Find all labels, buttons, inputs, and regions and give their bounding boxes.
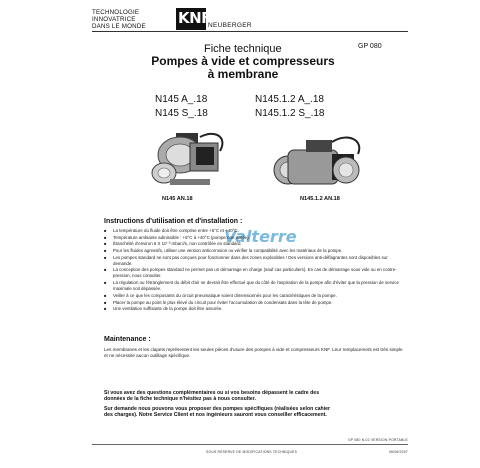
- list-item: ■ La régulation ou l'étranglement du débit d'air ne devrait être effectué que du côté de l'aspiration de la pompe afin d'éviter que la pression de service maximale soit dépassée.: [104, 280, 404, 292]
- footer-rule: [92, 444, 408, 445]
- contact-paragraph-1: Si vous avez des questions complémentaires ou si vos besoins dépassent le cadre des données de la fiche technique n'hésitez pas à nous consulter.: [104, 390, 320, 403]
- list-item: ■ Placer la pompe au point le plus élevé du circuit pour éviter l'accumulation de condensats dans la tête de pompe.: [104, 300, 404, 306]
- footer-date: 06/06/2007: [389, 450, 408, 454]
- list-item: ■ Étanchéité d'environ 6 X 10⁻³ mbar.l/s, non contrôlée en standard.: [104, 241, 404, 247]
- list-item: ■ Une ventilation suffisante de la pompe doit être assurée.: [104, 306, 404, 312]
- list-item: ■ La température du fluide doit être comprise entre +5°C et +40°C.: [104, 228, 404, 234]
- figure-caption-right: N145.1.2 AN.18: [300, 196, 340, 202]
- model-left-1: N145 A_.18: [155, 94, 208, 105]
- figure-caption-left: N145 AN.18: [162, 196, 193, 202]
- watermark: Valterre: [224, 227, 297, 246]
- footer-disclaimer: SOUS RÉSERVE DE MODIFICATIONS TECHNIQUES: [206, 450, 298, 454]
- model-left-2: N145 S_.18: [155, 108, 208, 119]
- model-right-2: N145.1.2 S_.18: [255, 108, 325, 119]
- logo-text: KNF: [178, 9, 211, 27]
- list-item: ■ Température ambiante admissible : +5°C à +40°C (pompe non isolée).: [104, 235, 404, 241]
- tagline-line: INNOVATRICE: [92, 16, 136, 23]
- knf-logo: [176, 8, 211, 30]
- model-right-1: N145.1.2 A_.18: [255, 94, 324, 105]
- list-item: ■ Pour les fluides agressifs, utiliser une version anticorrosion ou vérifier la compatibilité avec les matériaux de la pompe.: [104, 248, 404, 254]
- title-line: Pompes à vide et compresseurs: [151, 54, 335, 68]
- list-item: ■ Veiller à ce que les composants du circuit pneumatique soient dimensionnés pour les caractéristiques de la pompe.: [104, 293, 404, 299]
- header-rule: [92, 31, 408, 32]
- footer-version: GP 080 N.02 VERSION PORTABLE: [347, 438, 408, 442]
- instructions-list: [104, 228, 404, 313]
- pump-n145-1-2-illustration: [268, 130, 368, 195]
- list-item: ■ Les pompes standard ne sont pas conçues pour fonctionner dans des zones explosibles ! Des versions anti-déflagrantes sont disponibles sur demande.: [104, 255, 404, 267]
- tagline-line: DANS LE MONDE: [92, 23, 146, 30]
- maintenance-text: Les membranes et les clapets représentent les seules pièces d'usure des pompes à vide et compresseurs KNF. Leur remplacement est très simple et ne nécessite aucun outillage spécifique.: [104, 347, 403, 358]
- company-tagline: [92, 9, 172, 30]
- brand-name: NEUBERGER: [208, 22, 252, 29]
- document-code: GP 080: [358, 43, 382, 50]
- contact-paragraph-2: Sur demande nous pouvons vous proposer des pompes spécifiques (réalisées selon cahier des charges). Notre Service Client et nos ingénieurs sauront vous conseiller efficacement.: [104, 406, 331, 419]
- title-line: à membrane: [207, 67, 279, 81]
- sheet-label: Fiche technique: [204, 43, 282, 55]
- page-title: [120, 55, 366, 81]
- maintenance-title: Maintenance :: [104, 336, 151, 343]
- tagline-line: TECHNOLOGIE: [92, 9, 140, 16]
- pump-n145-illustration: [140, 125, 235, 195]
- instructions-title: Instructions d'utilisation et d'installation :: [104, 218, 243, 225]
- list-item: ■ La conception des pompes standard ne permet pas un démarrage en charge (sauf cas particuliers). En cas de démarrage sous vide ou en contre-pression, nous consulter.: [104, 267, 404, 279]
